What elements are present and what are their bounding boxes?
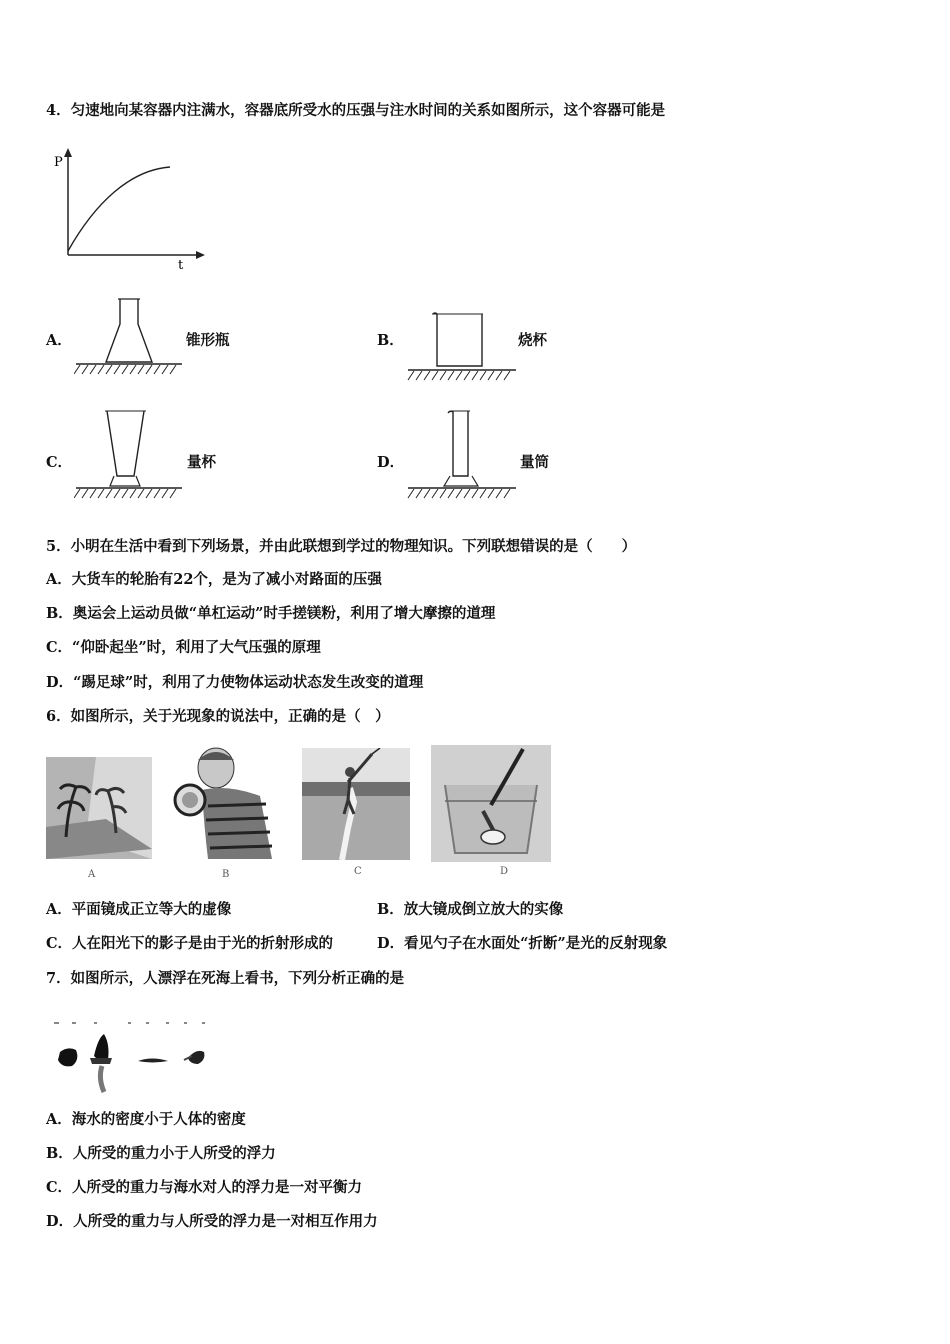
q7-option-a[interactable]: A．海水的密度小于人体的密度 xyxy=(46,1111,246,1128)
q4-option-a-name: 锥形瓶 xyxy=(186,332,230,349)
q5-stem: 5．小明在生活中看到下列场景，并由此联想到学过的物理知识。下列联想错误的是（ ） xyxy=(46,538,637,555)
q6-option-b[interactable]: B．放大镜成倒立放大的实像 xyxy=(377,901,564,918)
q6-option-d[interactable]: D．看见勺子在水面处“折断”是光的反射现象 xyxy=(377,935,668,952)
pressure-time-graph xyxy=(50,148,210,273)
q7-option-d[interactable]: D．人所受的重力与人所受的浮力是一对相互作用力 xyxy=(46,1213,378,1230)
q6-option-a[interactable]: A．平面镜成正立等大的虚像 xyxy=(46,901,232,918)
q4-stem: 4．匀速地向某容器内注满水，容器底所受水的压强与注水时间的关系如图所示，这个容器可能是 xyxy=(46,102,666,119)
graph-x-label: t xyxy=(178,258,184,273)
q4-option-b-letter[interactable]: B． xyxy=(377,332,404,349)
photo-a-mirror-image xyxy=(46,757,152,859)
q4-option-a-letter[interactable]: A． xyxy=(46,332,72,349)
q6-stem: 6．如图所示，关于光现象的说法中，正确的是（ ） xyxy=(46,708,390,725)
q5-option-a[interactable]: A．大货车的轮胎有22个，是为了减小对路面的压强 xyxy=(46,571,382,588)
graduated-cylinder-figure xyxy=(406,406,518,504)
measuring-cup-figure xyxy=(74,406,184,504)
photo-a-label: A xyxy=(88,869,96,880)
q4-option-d-letter[interactable]: D． xyxy=(377,454,405,471)
q7-option-c[interactable]: C．人所受的重力与海水对人的浮力是一对平衡力 xyxy=(46,1179,363,1196)
photo-d-spoon-image xyxy=(431,745,551,862)
q4-option-d-name: 量筒 xyxy=(520,454,549,471)
q6-option-c[interactable]: C．人在阳光下的影子是由于光的折射形成的 xyxy=(46,935,334,952)
q4-option-b-name: 烧杯 xyxy=(518,332,547,349)
photo-d-label: D xyxy=(500,866,509,877)
conical-flask-figure xyxy=(74,294,184,380)
q4-option-c-name: 量杯 xyxy=(187,454,216,471)
beaker-figure xyxy=(406,306,518,384)
graph-y-label: P xyxy=(54,155,63,170)
photo-b-magnifier-image xyxy=(168,746,276,859)
pressure-curve xyxy=(68,167,170,251)
q4-option-c-letter[interactable]: C． xyxy=(46,454,73,471)
q5-option-b[interactable]: B．奥运会上运动员做“单杠运动”时手搓镁粉，利用了增大摩擦的道理 xyxy=(46,605,496,622)
dead-sea-floating-image xyxy=(46,1016,211,1096)
photo-c-shadow-image xyxy=(302,748,410,860)
q5-option-c[interactable]: C．“仰卧起坐”时，利用了大气压强的原理 xyxy=(46,639,321,656)
q5-option-d[interactable]: D．“踢足球”时，利用了力使物体运动状态发生改变的道理 xyxy=(46,674,424,691)
photo-b-label: B xyxy=(222,869,230,880)
photo-c-label: C xyxy=(354,866,362,877)
q7-option-b[interactable]: B．人所受的重力小于人所受的浮力 xyxy=(46,1145,276,1162)
q7-stem: 7．如图所示，人漂浮在死海上看书，下列分析正确的是 xyxy=(46,970,405,987)
